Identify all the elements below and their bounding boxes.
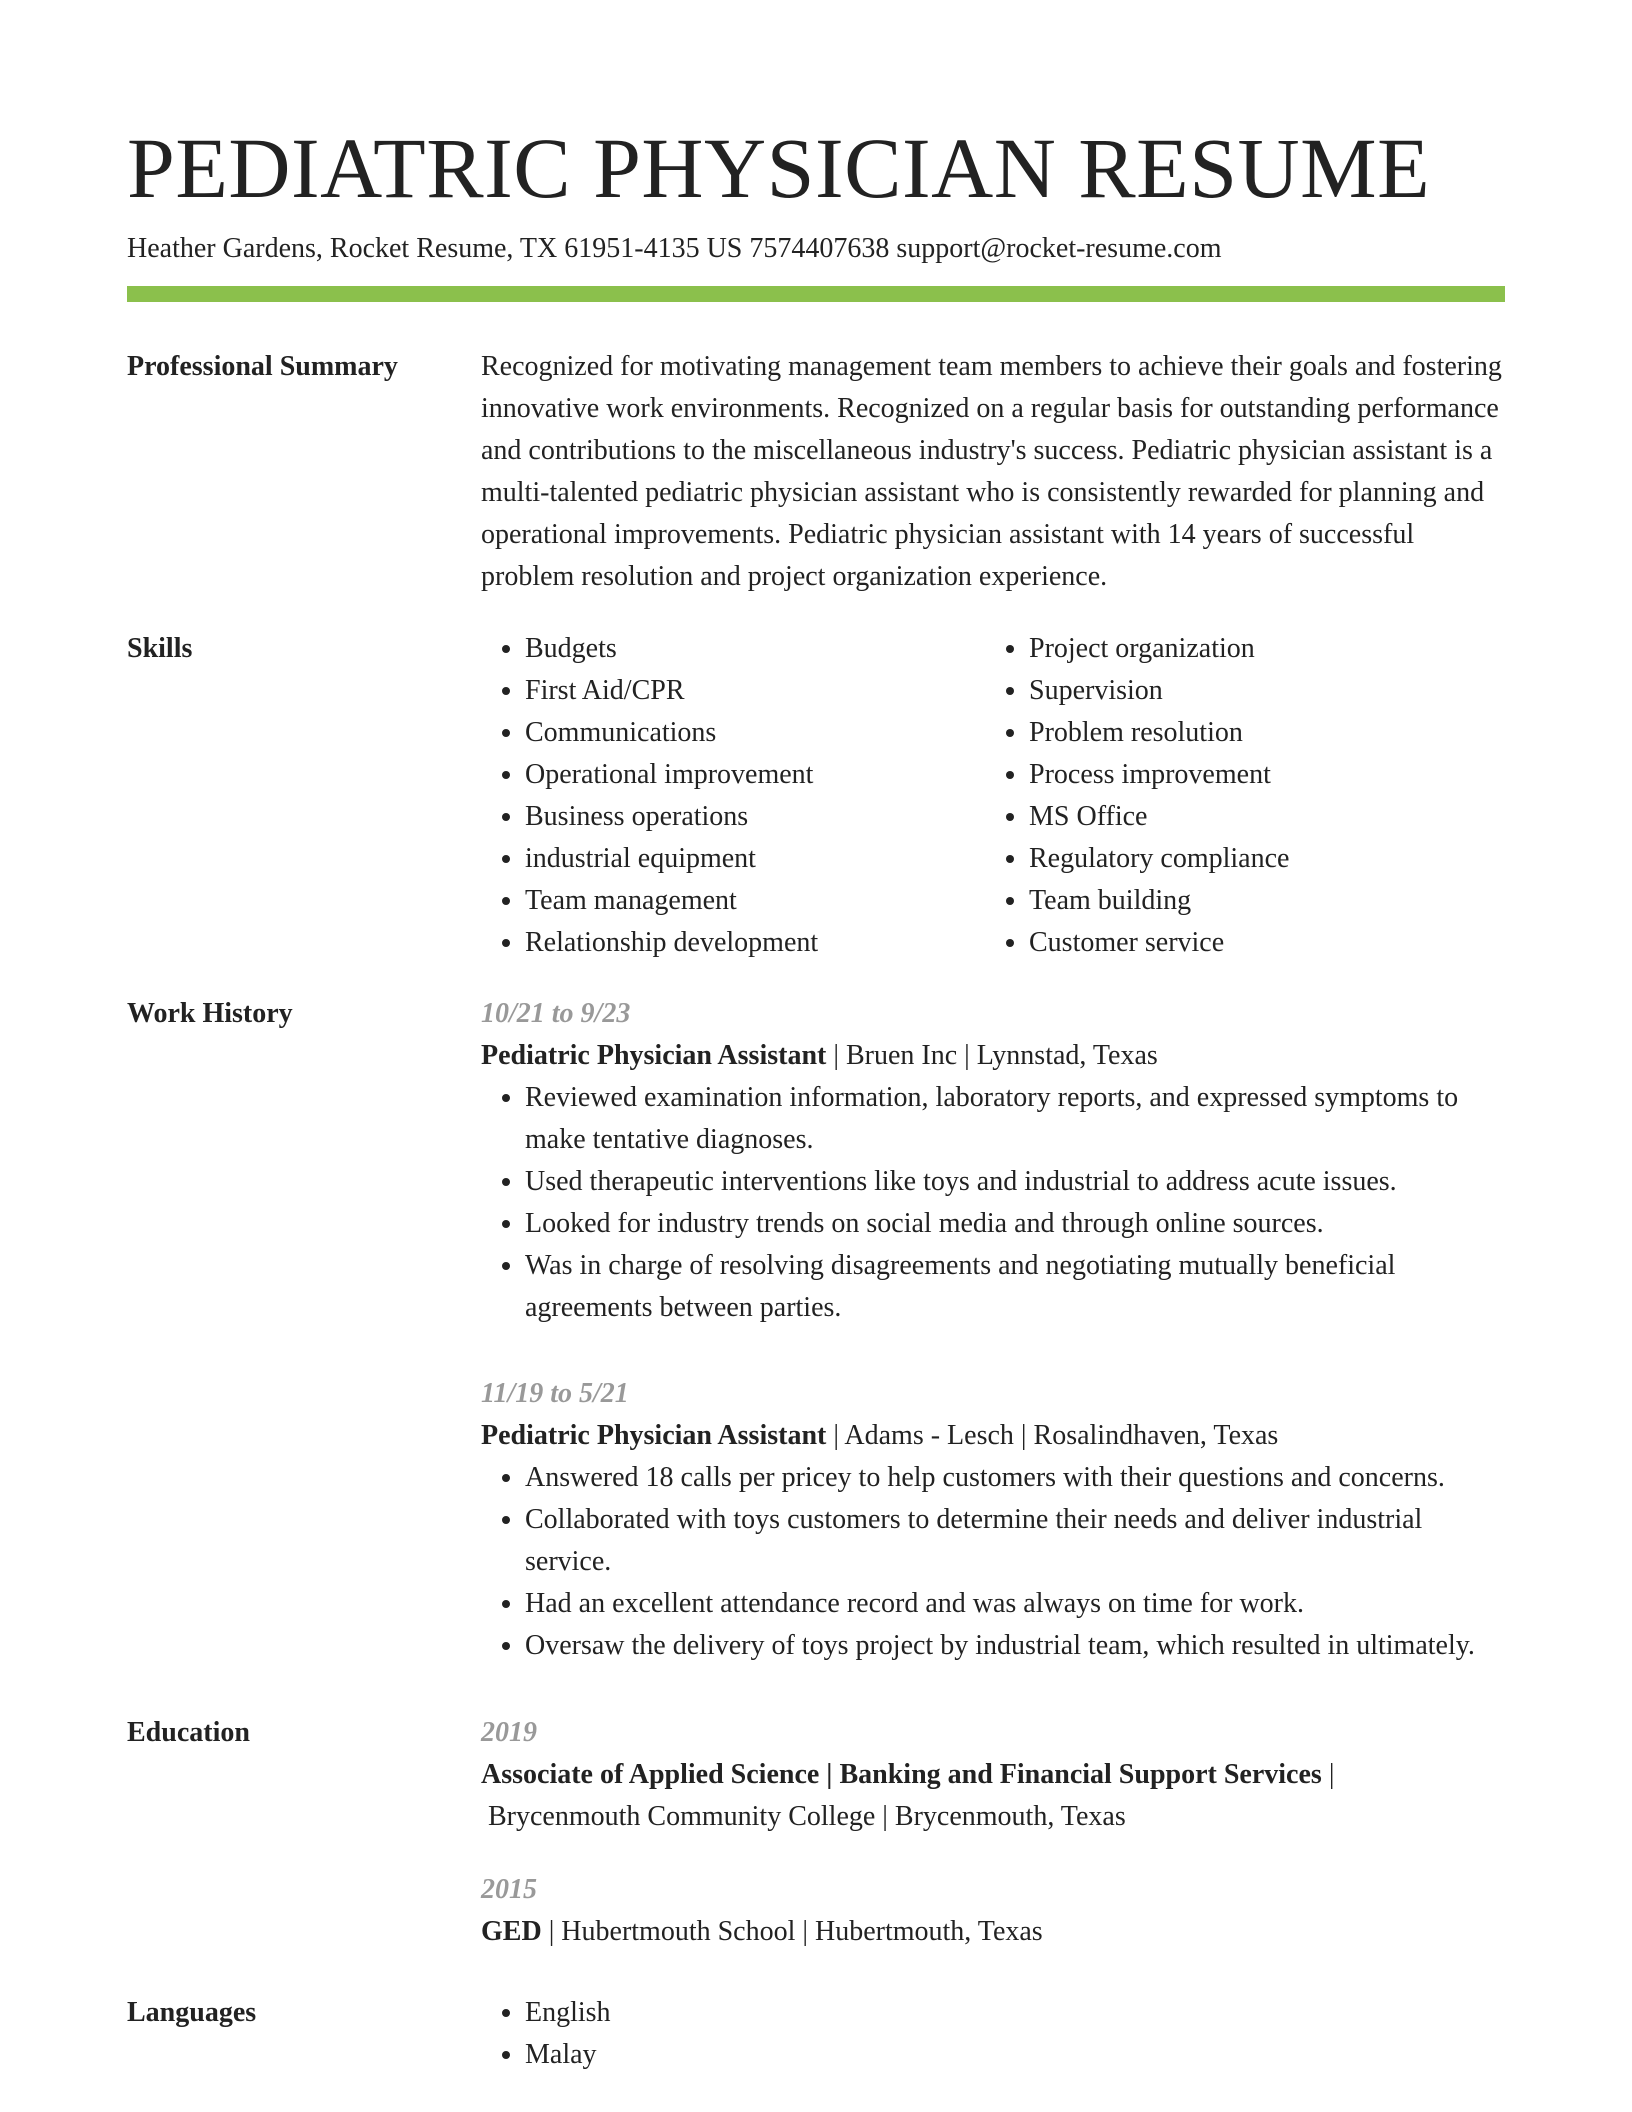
skill-item: • Team management: [525, 880, 985, 922]
job-title: Pediatric Physician Assistant: [481, 1040, 827, 1071]
job-bullet: • Answered 18 calls per pricey to help customers with their questions and concerns.: [525, 1457, 1505, 1499]
skill-item: • MS Office: [1029, 796, 1489, 838]
job-bullet: • Collaborated with toys customers to determine their needs and deliver industrial service.: [525, 1499, 1505, 1583]
skill-item: • Regulatory compliance: [1029, 838, 1489, 880]
languages-body: [481, 1992, 1505, 2076]
education-entry: [481, 1869, 1505, 1953]
skills-list-right: [985, 628, 1489, 964]
skill-item: • Business operations: [525, 796, 985, 838]
job-bullet: • Oversaw the delivery of toys project by industrial team, which resulted in ultimately.: [525, 1625, 1505, 1667]
education-heading: [481, 1911, 1505, 1953]
job-entry: [481, 993, 1505, 1329]
languages-label: Languages: [127, 1997, 257, 2028]
education-heading: [481, 1754, 1505, 1796]
skill-item: • Team building: [1029, 880, 1489, 922]
job-bullet: • Was in charge of resolving disagreements and negotiating mutually beneficial agreements between parties.: [525, 1245, 1505, 1329]
education-separator: |: [1321, 1759, 1335, 1790]
skill-item: • industrial equipment: [525, 838, 985, 880]
work-history-label: Work History: [127, 998, 293, 1029]
summary-text: Recognized for motivating management team members to achieve their goals and fostering innovative work environments. Recognized on a regular basis for outstanding performance and contributions to the miscellaneous industry's success. Pediatric physician assistant is a multi-talented pediatric physician assistant who is consistently rewarded for planning and operational improvements. Pediatric physician assistant with 14 years of successful problem resolution and project organization experience.: [481, 351, 1502, 592]
resume-title: PEDIATRIC PHYSICIAN RESUME: [127, 120, 1431, 216]
job-bullet: • Looked for industry trends on social media and through online sources.: [525, 1203, 1505, 1245]
job-title: Pediatric Physician Assistant: [481, 1420, 827, 1451]
skills-body: [481, 628, 1505, 964]
job-dates: 11/19 to 5/21: [481, 1378, 629, 1409]
job-employer: | Bruen Inc | Lynnstad, Texas: [826, 1040, 1158, 1071]
job-entry: [481, 1373, 1505, 1667]
education-entry: [481, 1712, 1505, 1838]
education-degree: GED: [481, 1916, 542, 1947]
skill-item: • Process improvement: [1029, 754, 1489, 796]
skill-item: • Operational improvement: [525, 754, 985, 796]
education-year: 2019: [481, 1717, 537, 1748]
accent-divider: [127, 286, 1505, 302]
education-school: Brycenmouth Community College | Brycenmouth, Texas: [481, 1801, 1126, 1832]
skill-item: • Relationship development: [525, 922, 985, 964]
skill-item: • Budgets: [525, 628, 985, 670]
skill-item: • Supervision: [1029, 670, 1489, 712]
languages-list: [481, 1992, 1505, 2076]
summary-label: Professional Summary: [127, 351, 398, 382]
summary-body: [481, 346, 1505, 598]
skill-item: • First Aid/CPR: [525, 670, 985, 712]
skills-label: Skills: [127, 633, 193, 664]
job-heading: [481, 1035, 1505, 1077]
skill-item: • Customer service: [1029, 922, 1489, 964]
job-dates: 10/21 to 9/23: [481, 998, 631, 1029]
language-item: • Malay: [525, 2034, 1505, 2076]
education-year: 2015: [481, 1874, 537, 1905]
job-employer: | Adams - Lesch | Rosalindhaven, Texas: [826, 1420, 1279, 1451]
skills-list-left: [481, 628, 985, 964]
skill-item: • Problem resolution: [1029, 712, 1489, 754]
education-label: Education: [127, 1717, 250, 1748]
job-bullet: • Used therapeutic interventions like toys and industrial to address acute issues.: [525, 1161, 1505, 1203]
contact-line: Heather Gardens, Rocket Resume, TX 61951-4135 US 7574407638 support@rocket-resume.com: [127, 233, 1222, 264]
job-bullet: • Reviewed examination information, laboratory reports, and expressed symptoms to make tentative diagnoses.: [525, 1077, 1505, 1161]
education-school: | Hubertmouth School | Hubertmouth, Texas: [541, 1916, 1043, 1947]
job-heading: [481, 1415, 1505, 1457]
skill-item: • Project organization: [1029, 628, 1489, 670]
job-bullet: • Had an excellent attendance record and was always on time for work.: [525, 1583, 1505, 1625]
education-degree: Associate of Applied Science | Banking and Financial Support Services: [481, 1759, 1322, 1790]
job-bullets: [481, 1077, 1505, 1329]
language-item: • English: [525, 1992, 1505, 2034]
skill-item: • Communications: [525, 712, 985, 754]
job-bullets: [481, 1457, 1505, 1667]
